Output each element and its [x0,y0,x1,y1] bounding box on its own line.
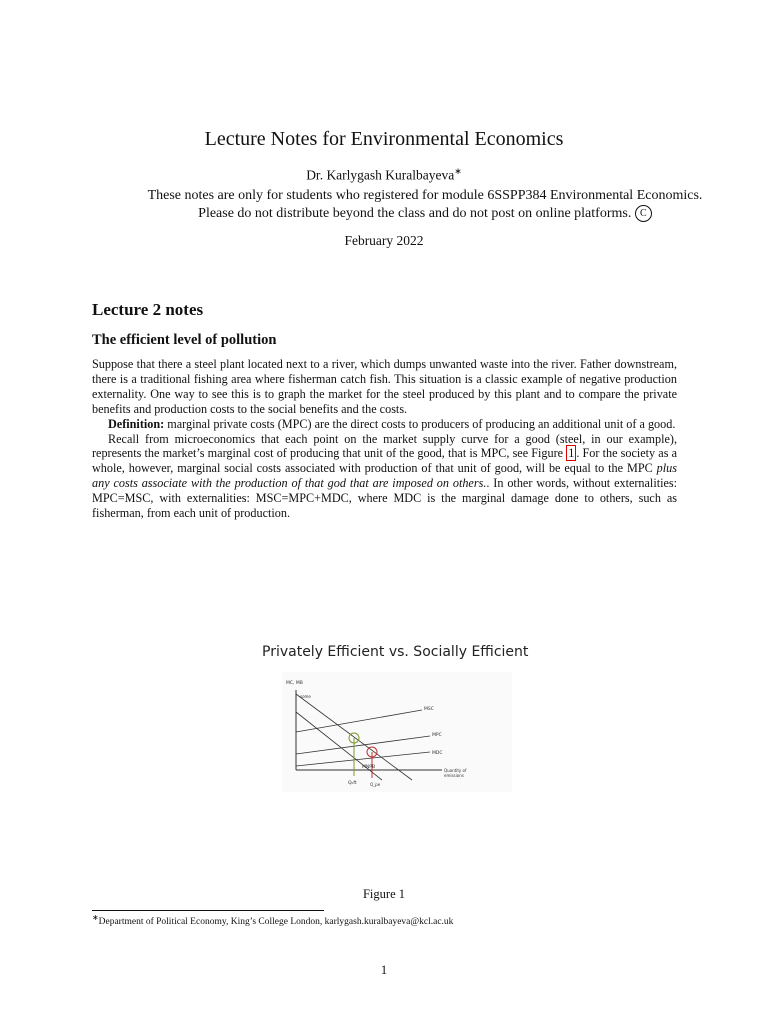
figure-reference-link[interactable]: 1 [568,446,575,461]
top-left-label: some [300,694,311,699]
notice-line-2: Please do not distribute beyond the class and do not post on online platforms. C [90,205,760,223]
author-line [0,166,768,184]
page-number: 1 [380,963,388,977]
mdc-label: MDC [432,751,443,756]
footnote [92,913,453,927]
notice-line-1: These notes are only for students who registered for module 6SSPP384 Environmental Economics. [147,188,703,203]
distribution-notice [90,187,760,223]
x-axis-label-1: Quantity of [444,768,467,773]
italic-phrase: plus any costs associate with the production of that god that are imposed on others. [92,461,677,491]
mnpb-label: MNPB [362,765,376,770]
footnote-text: Department of Political Economy, King’s College London, karlygash.kuralbayeva@kcl.ac.uk [98,917,454,928]
msc-label: MSC [424,707,434,712]
author-footnote-mark: ∗ [454,166,462,176]
footnote-mark: ∗ [92,913,99,922]
copyright-icon: C [635,205,652,222]
figure-title: Privately Efficient vs. Socially Efficient [262,644,529,660]
footnote-rule [92,910,324,911]
body-text [92,357,677,521]
section-heading: Lecture 2 notes [92,300,204,319]
definition-label: Definition: [108,416,165,431]
paragraph-1: Suppose that there a steel plant located next to a river, which dumps unwanted waste into the river. Father downstream, there is a traditional fishing area where fisherman catch fish. This situation is a classic example of negative production externality. One way to see this is to graph the market for the steel produced by this plant and to compare the private benefits and production costs to the social benefits and the costs. [92,357,677,416]
figure-chart [282,672,512,792]
x-axis-label-2: emissions [444,773,464,778]
y-axis-label: MC, MB [286,681,303,686]
paper-title: Lecture Notes for Environmental Economics [204,128,564,150]
author-name: Dr. Karlygash Kuralbayeva [306,167,455,183]
paragraph-3: Recall from microeconomics that each point on the market supply curve for a good (steel, in our example), represents the market’s marginal cost of producing that unit of the good, that is MPC, see Figure 1 . For the society as a whole, however, marginal social costs associated with production of that unit of good, will be equal to the MPC plus any costs associate with the production of that god that are imposed on others.. In other words, without externalities: MPC=MSC, with externalities: MSC=MPC+MDC, where MDC is the marginal damage done to others, such as fisherman, from each unit of production. [92,431,678,521]
paragraph-definition: Definition: marginal private costs (MPC) are the direct costs to producers of producing an additional unit of a good. [108,416,676,431]
subsection-heading: The efficient level of pollution [92,332,277,348]
mpc-label: MPC [432,733,442,738]
social-quantity-label: Q₀ft [348,781,357,786]
figure-background [282,672,512,792]
private-quantity-label: Q_pe [370,782,381,787]
publication-date: February 2022 [344,233,424,248]
figure-caption: Figure 1 [362,887,405,901]
